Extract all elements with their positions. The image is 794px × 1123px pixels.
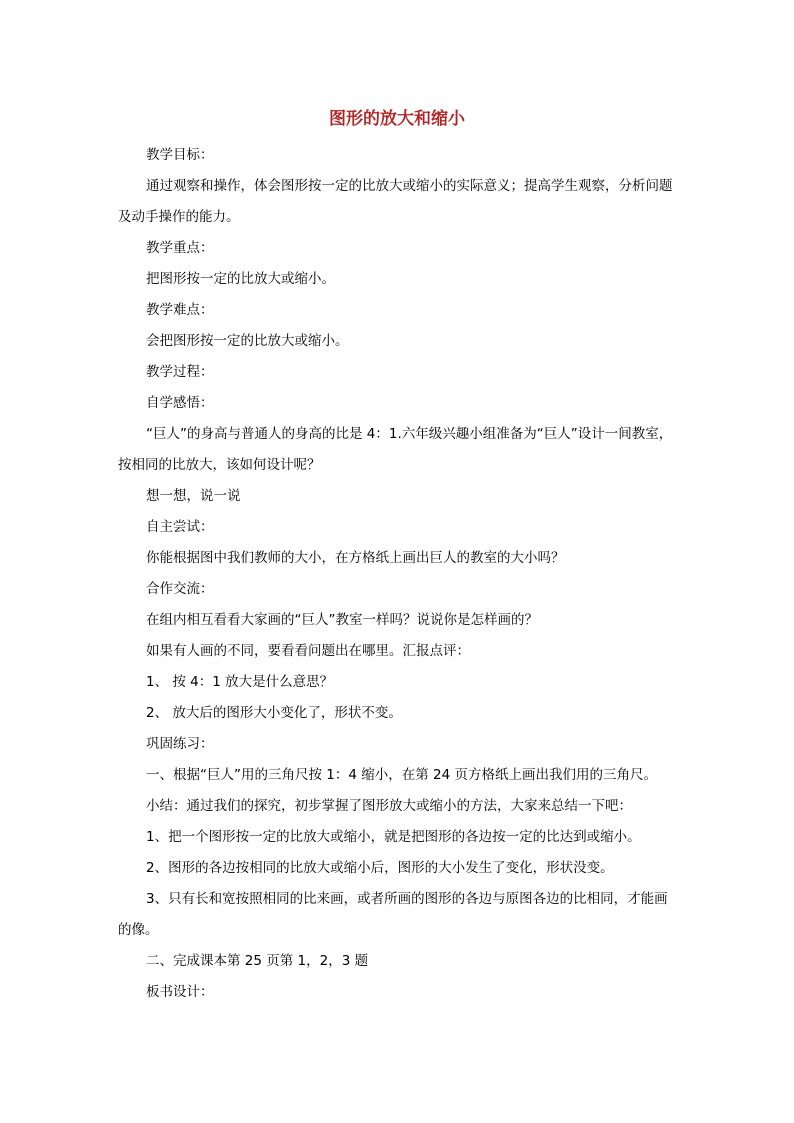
paragraph: 通过观察和操作，体会图形按一定的比放大或缩小的实际意义；提高学生观察，分析问题及动手操作的能力。 <box>118 178 673 225</box>
paragraph: 自主尝试： <box>146 519 214 535</box>
paragraph: 合作交流： <box>146 581 214 597</box>
paragraph: 二、完成课本第 25 页第 1，2，3 题 <box>146 953 369 969</box>
paragraph: 教学目标： <box>146 147 214 163</box>
list-item: 2、图形的各边按相同的比放大或缩小后，图形的大小发生了变化，形状没变。 <box>146 860 614 876</box>
paragraph: 在组内相互看看大家画的“巨人”教室一样吗？说说你是怎样画的？ <box>146 612 538 628</box>
paragraph: 想一想，说一说 <box>146 488 241 504</box>
paragraph: 小结：通过我们的探究，初步掌握了图形放大或缩小的方法，大家来总结一下吧： <box>146 798 632 814</box>
paragraph: 你能根据图中我们教师的大小，在方格纸上画出巨人的教室的大小吗？ <box>146 550 565 566</box>
document-body <box>118 140 678 1008</box>
page-title: 图形的放大和缩小 <box>329 109 465 129</box>
paragraph: 把图形按一定的比放大或缩小。 <box>146 271 335 287</box>
paragraph: 教学难点： <box>146 302 214 318</box>
paragraph: “巨人”的身高与普通人的身高的比是 4：1.六年级兴趣小组准备为“巨人”设计一间教室，按相同的比放大，该如何设计呢？ <box>118 426 673 473</box>
paragraph: 一、根据“巨人”用的三角尺按 1：4 缩小，在第 24 页方格纸上画出我们用的三角尺。 <box>146 767 658 783</box>
paragraph: 板书设计： <box>146 984 214 1000</box>
paragraph: 巩固练习： <box>146 736 214 752</box>
list-item: 1、 按 4：1 放大是什么意思？ <box>146 674 334 690</box>
paragraph: 教学重点： <box>146 240 214 256</box>
list-item: 2、 放大后的图形大小变化了，形状不变。 <box>146 705 402 721</box>
paragraph: 自学感悟： <box>146 395 214 411</box>
paragraph: 如果有人画的不同，要看看问题出在哪里。汇报点评： <box>146 643 470 659</box>
paragraph: 教学过程： <box>146 364 214 380</box>
list-item: 1、把一个图形按一定的比放大或缩小，就是把图形的各边按一定的比达到或缩小。 <box>146 829 641 845</box>
paragraph: 会把图形按一定的比放大或缩小。 <box>146 333 349 349</box>
list-item: 3、只有长和宽按照相同的比来画，或者所画的图形的各边与原图各边的比相同，才能画的像。 <box>118 891 668 938</box>
